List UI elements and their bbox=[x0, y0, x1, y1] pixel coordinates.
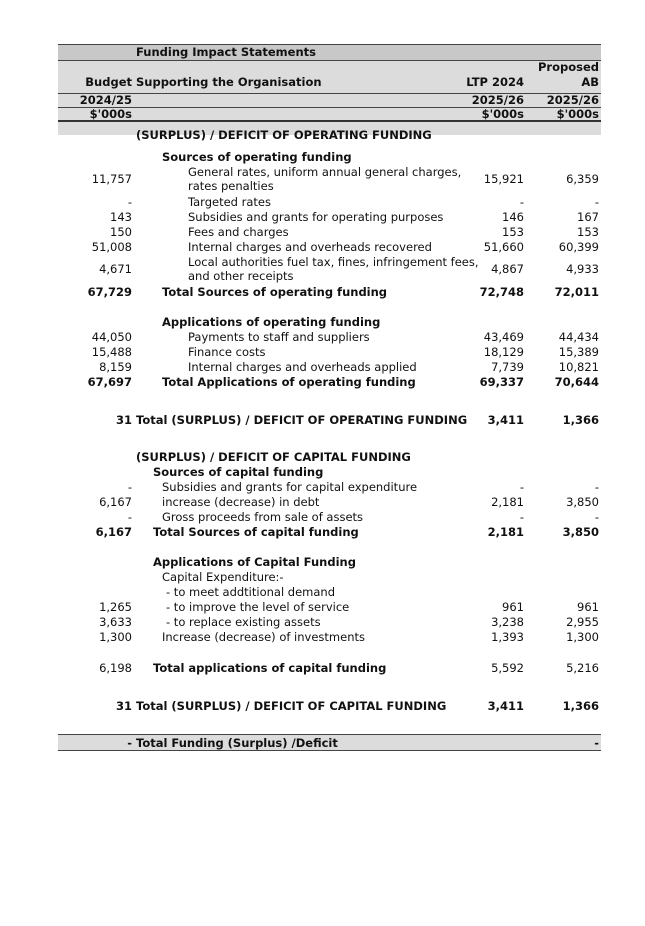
budget-value: 6,167 bbox=[95, 525, 132, 539]
budget-value: 15,488 bbox=[91, 345, 132, 359]
row-label: Total Sources of capital funding bbox=[153, 525, 359, 539]
ltp-value: - bbox=[519, 195, 524, 209]
ltp-value: 7,739 bbox=[491, 360, 524, 374]
footer-rule-top bbox=[58, 734, 601, 735]
col-budget-label: Budget bbox=[85, 75, 132, 89]
ltp-value: 2,181 bbox=[491, 495, 524, 509]
row-label: - to improve the level of service bbox=[166, 600, 350, 614]
ltp-value: 72,748 bbox=[479, 285, 524, 299]
budget-value: 6,167 bbox=[99, 495, 132, 509]
budget-value: 67,729 bbox=[87, 285, 132, 299]
row-label: Subsidies and grants for operating purposes bbox=[188, 210, 444, 224]
budget-value: 143 bbox=[110, 210, 132, 224]
budget-value: 31 bbox=[115, 413, 132, 427]
ltp-value: 69,337 bbox=[479, 375, 524, 389]
ab-value: 1,366 bbox=[562, 699, 599, 713]
ltp-value: 961 bbox=[502, 600, 524, 614]
ab-value: 70,644 bbox=[554, 375, 599, 389]
row-label: Local authorities fuel tax, fines, infringement fees, bbox=[188, 255, 479, 269]
row-label: Total (SURPLUS) / DEFICIT OF CAPITAL FUNDING bbox=[136, 699, 447, 713]
ltp-value: 2,181 bbox=[487, 525, 524, 539]
ab-value: 5,216 bbox=[566, 661, 599, 675]
budget-value: 1,265 bbox=[99, 600, 132, 614]
budget-value: 8,159 bbox=[99, 360, 132, 374]
ab-value: 1,300 bbox=[566, 630, 599, 644]
ab-value: 3,850 bbox=[562, 525, 599, 539]
table-row bbox=[58, 255, 601, 283]
row-label: Total Sources of operating funding bbox=[162, 285, 388, 299]
ab-value: - bbox=[594, 195, 599, 209]
subsection-heading: Applications of operating funding bbox=[162, 315, 381, 329]
ltp-value: 3,411 bbox=[487, 699, 524, 713]
col-ab-unit: $'000s bbox=[556, 107, 599, 121]
row-label: Total applications of capital funding bbox=[153, 661, 387, 675]
ab-value: 6,359 bbox=[566, 172, 599, 186]
ltp-value: - bbox=[519, 480, 524, 494]
ab-value: 44,434 bbox=[558, 330, 599, 344]
ltp-value: 153 bbox=[502, 225, 524, 239]
row-label: Gross proceeds from sale of assets bbox=[162, 510, 364, 524]
ltp-value: 3,238 bbox=[491, 615, 524, 629]
budget-value: 31 bbox=[115, 699, 132, 713]
subtitle: Supporting the Organisation bbox=[136, 75, 322, 89]
col-ltp-year: 2025/26 bbox=[471, 93, 524, 107]
ltp-value: 43,469 bbox=[483, 330, 524, 344]
budget-value: - bbox=[127, 480, 132, 494]
subsection-heading: Sources of operating funding bbox=[162, 150, 352, 164]
budget-value: 150 bbox=[110, 225, 132, 239]
col-budget-unit: $'000s bbox=[89, 107, 132, 121]
ab-value: 1,366 bbox=[562, 413, 599, 427]
footer-rule-bottom bbox=[58, 750, 601, 751]
row-label: Increase (decrease) of investments bbox=[162, 630, 365, 644]
budget-value: - bbox=[127, 736, 132, 750]
col-proposed-label: Proposed bbox=[537, 60, 599, 74]
ltp-value: 4,867 bbox=[491, 262, 524, 276]
subsection-heading: Applications of Capital Funding bbox=[153, 555, 356, 569]
budget-value: 4,671 bbox=[99, 262, 132, 276]
ltp-value: 5,592 bbox=[491, 661, 524, 675]
row-label: Total (SURPLUS) / DEFICIT OF OPERATING FUNDING bbox=[136, 413, 468, 427]
row-label: Capital Expenditure:- bbox=[162, 570, 284, 584]
row-label: Internal charges and overheads recovered bbox=[188, 240, 432, 254]
col-ltp-unit: $'000s bbox=[481, 107, 524, 121]
ab-value: - bbox=[594, 510, 599, 524]
budget-value: 3,633 bbox=[99, 615, 132, 629]
budget-value: - bbox=[127, 510, 132, 524]
budget-value: 6,198 bbox=[99, 661, 132, 675]
ab-value: 72,011 bbox=[554, 285, 599, 299]
budget-value: 11,757 bbox=[91, 172, 132, 186]
ltp-value: 18,129 bbox=[483, 345, 524, 359]
ltp-value: 3,411 bbox=[487, 413, 524, 427]
row-label: Subsidies and grants for capital expenditure bbox=[162, 480, 418, 494]
row-label: Fees and charges bbox=[188, 225, 289, 239]
budget-value: - bbox=[127, 195, 132, 209]
budget-value: 1,300 bbox=[99, 630, 132, 644]
row-label: Payments to staff and suppliers bbox=[188, 330, 370, 344]
subsection-heading: Sources of capital funding bbox=[153, 465, 324, 479]
row-label: - to meet addtitional demand bbox=[166, 585, 336, 599]
ab-value: 153 bbox=[577, 225, 599, 239]
ab-value: 167 bbox=[577, 210, 599, 224]
ltp-value: 146 bbox=[502, 210, 524, 224]
budget-value: 44,050 bbox=[91, 330, 132, 344]
ab-value: 3,850 bbox=[566, 495, 599, 509]
row-label: Targeted rates bbox=[188, 195, 271, 209]
col-budget-year: 2024/25 bbox=[79, 93, 132, 107]
row-label: Total Funding (Surplus) /Deficit bbox=[136, 736, 338, 750]
ltp-value: 1,393 bbox=[491, 630, 524, 644]
ltp-value: 51,660 bbox=[483, 240, 524, 254]
col-ltp-label: LTP 2024 bbox=[466, 75, 524, 89]
row-label: Finance costs bbox=[188, 345, 266, 359]
ab-value: 961 bbox=[577, 600, 599, 614]
row-label-cont: rates penalties bbox=[188, 179, 274, 193]
section-heading: (SURPLUS) / DEFICIT OF OPERATING FUNDING bbox=[136, 128, 432, 142]
title: Funding Impact Statements bbox=[136, 45, 316, 59]
row-label-cont: and other receipts bbox=[188, 269, 294, 283]
row-label: increase (decrease) in debt bbox=[162, 495, 320, 509]
row-label: Internal charges and overheads applied bbox=[188, 360, 417, 374]
budget-value: 51,008 bbox=[91, 240, 132, 254]
ab-value: 15,389 bbox=[558, 345, 599, 359]
ab-value: 2,955 bbox=[566, 615, 599, 629]
ab-value: 60,399 bbox=[558, 240, 599, 254]
budget-value: 67,697 bbox=[87, 375, 132, 389]
ab-value: - bbox=[594, 736, 599, 750]
ltp-value: - bbox=[519, 510, 524, 524]
ab-value: - bbox=[594, 480, 599, 494]
table-row bbox=[58, 165, 601, 193]
col-ab-year: 2025/26 bbox=[546, 93, 599, 107]
ab-value: 10,821 bbox=[558, 360, 599, 374]
row-label: Total Applications of operating funding bbox=[162, 375, 416, 389]
section-heading: (SURPLUS) / DEFICIT OF CAPITAL FUNDING bbox=[136, 450, 411, 464]
ab-value: 4,933 bbox=[566, 262, 599, 276]
row-label: General rates, uniform annual general charges, bbox=[188, 165, 462, 179]
ltp-value: 15,921 bbox=[483, 172, 524, 186]
col-ab-label: AB bbox=[581, 75, 599, 89]
row-label: - to replace existing assets bbox=[166, 615, 321, 629]
